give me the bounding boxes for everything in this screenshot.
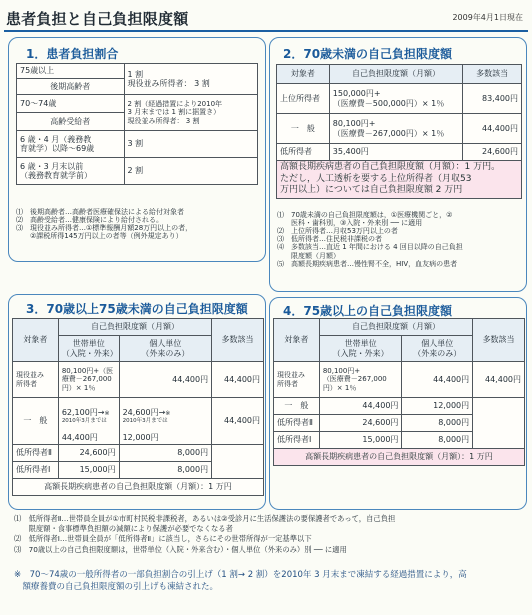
individual-active: 44,400円 [119, 362, 212, 398]
many-upper: 83,400円 [463, 84, 522, 114]
rate-75-plus: 1 割 現役並み所得者： 3 割 [124, 64, 257, 95]
who-low: 低所得者 [277, 144, 330, 161]
many-active: 44,400円 [473, 362, 525, 398]
table-row [274, 432, 525, 449]
section3-title: 3．70歳以上75歳未満の自己負担限度額 [26, 302, 248, 316]
table-row [274, 449, 525, 466]
individual-low1: 8,000円 [402, 432, 473, 449]
household-low2: 24,600円 [319, 415, 402, 432]
age-75-plus: 75歳以上 [17, 64, 125, 79]
col-target: 対象者 [277, 65, 330, 84]
limit-upper: 150,000円+ （医療費－500,000円）× 1％ [329, 84, 462, 114]
bottom-notes: ⑴ 低所得者Ⅱ…世帯員全員が①市町村民税非課税者，あるいは②受診月に生活保護法の要保護者であって，自己負担 限度額・食事標準負担額の減額により保護が必要でなくなる者 ⑵ 低所得者Ⅰ…世帯員全員が「低所得者Ⅱ」に該当し，さらにその世帯所得が一定基準以下 ⑶ 70歳以上の自己負担限度額は，世帯単位（入院・外来含む）・個人単位（外来のみ）別 ── に適用 [14, 514, 396, 554]
who-general: 一 般 [274, 398, 320, 415]
who-active: 現役並み 所得者 [274, 362, 320, 398]
section4-footer: 高額長期疾病患者の自己負担限度額（月額）：1 万円 [274, 449, 525, 466]
col-many: 多数該当 [463, 65, 522, 84]
household-general: 44,400円 [319, 398, 402, 415]
table-row [17, 131, 258, 158]
as-of-date: 2009年4月1日現在 [452, 13, 523, 22]
section3-footer: 高額長期疾病患者の自己負担限度額（月額）：1 万円 [13, 478, 264, 495]
household-general-until: 44,400円 [61, 433, 98, 443]
individual-active: 44,400円 [402, 362, 473, 398]
col-household: 世帯単位 （入院・外来） [58, 336, 119, 362]
individual-low2: 8,000円 [402, 415, 473, 432]
individual-general [119, 398, 212, 445]
col-many: 多数該当 [212, 319, 264, 362]
table-header-row [277, 65, 522, 84]
individual-general-until: 12,000円 [122, 433, 159, 443]
label-koureijukyu: 高齢受給者 [17, 113, 125, 131]
limit-low: 35,400円 [329, 144, 462, 161]
table-row [17, 95, 258, 113]
many-low2-empty [473, 415, 525, 432]
rate-70-74: 2 割（経過措置により2010年 3 月末までは 1 割に据置き） 現役並み所得者： 3 割 [124, 95, 257, 131]
table-row [13, 444, 264, 461]
table-row [13, 461, 264, 478]
star-mark: ※ [165, 410, 171, 418]
section3-table [12, 318, 264, 496]
table-row [277, 114, 522, 144]
who-active: 現役並み 所得者 [13, 362, 59, 398]
individual-general-now: 24,600円→ [122, 408, 166, 418]
table-row [13, 478, 264, 495]
table-row [274, 415, 525, 432]
individual-low1: 8,000円 [119, 461, 212, 478]
col-limit: 自己負担限度額（月額） [329, 65, 462, 84]
household-active: 80,100円+ （医療費－267,000 円）× 1％ [319, 362, 402, 398]
individual-low2: 8,000円 [119, 444, 212, 461]
household-low1: 15,000円 [58, 461, 119, 478]
table-row [17, 64, 258, 79]
page-title: 患者負担と自己負担限度額 [6, 10, 189, 28]
many-general-empty [473, 398, 525, 415]
section2-footer: 高額長期疾病患者の自己負担限度額（月額）：1 万円。 ただし，人工透析を要する上位所得者（月収53 万円以上）については自己負担限度額 2 万円 [277, 161, 522, 199]
rate-6-69: 3 割 [124, 131, 257, 158]
who-low1: 低所得者Ⅰ [13, 461, 59, 478]
section2-title: 2．70歳未満の自己負担限度額 [283, 47, 453, 61]
household-general-now: 62,100円→ [61, 408, 105, 418]
who-general: 一 般 [13, 398, 59, 445]
col-target: 対象者 [274, 319, 320, 362]
table-row [277, 84, 522, 114]
footnote: ※ 70～74歳の一般所得者の一部負担割合の引上げ（1 割→ 2 割）を2010年 3 月末まで凍結する経過措置により，高 額療養費の自己負担限度額の引上げも凍結された。 [14, 570, 467, 593]
age-70-74: 70～74歳 [17, 95, 125, 113]
col-limit: 自己負担限度額（月額） [58, 319, 211, 336]
table-row [274, 398, 525, 415]
table-header-row [274, 319, 525, 336]
many-low: 24,600円 [463, 144, 522, 161]
who-general: 一 般 [277, 114, 330, 144]
table-header-row [13, 319, 264, 336]
col-many: 多数該当 [473, 319, 525, 362]
who-upper: 上位所得者 [277, 84, 330, 114]
label-kouki: 後期高齢者 [17, 79, 125, 95]
many-low1-empty [212, 461, 264, 478]
col-individual: 個人単位 （外来のみ） [402, 336, 473, 362]
individual-general: 12,000円 [402, 398, 473, 415]
section4-title: 4．75歳以上の自己負担限度額 [283, 304, 453, 318]
table-row [13, 398, 264, 445]
transition-note: 2010年3月までは [61, 417, 107, 424]
age-6-69: 6 歳・4 月（義務教 育就学）以降～69歳 [17, 131, 125, 158]
section2-notes: ⑴ 70歳未満の自己負担限度額は，①医療機関ごと，② 医科・歯科別，③入院・外来別 ── に適用 ⑵ 上位所得者…月収53万円以上の者 ⑶ 低所得者…住民税非課税の者 ⑷ 多数該当…直近 1 年間における 4 回目以降の自己負担 限度額（月額） ⑸ 高額長期疾病患者…慢性腎不全，HIV，血友病の患者 [277, 211, 463, 268]
col-individual: 個人単位 （外来のみ） [119, 336, 212, 362]
many-low2-empty [212, 444, 264, 461]
household-general [58, 398, 119, 445]
who-low2: 低所得者Ⅱ [274, 415, 320, 432]
table-row [274, 362, 525, 398]
rate-under-6: 2 割 [124, 158, 257, 185]
title-underline [4, 30, 528, 32]
many-general: 44,400円 [212, 398, 264, 445]
section2-table [276, 64, 522, 199]
section4-table [273, 318, 525, 466]
star-mark: ※ [104, 410, 110, 418]
transition-note: 2010年3月までは [122, 417, 168, 424]
section1-title: 1．患者負担割合 [26, 47, 119, 61]
table-row [277, 144, 522, 161]
col-household: 世帯単位 （入院・外来） [319, 336, 402, 362]
many-active: 44,400円 [212, 362, 264, 398]
many-general: 44,400円 [463, 114, 522, 144]
who-low1: 低所得者Ⅰ [274, 432, 320, 449]
age-under-6: 6 歳・3 月末以前 （義務教育就学前） [17, 158, 125, 185]
table-row [277, 161, 522, 199]
many-low1-empty [473, 432, 525, 449]
table-row [17, 158, 258, 185]
section1-table [16, 63, 258, 185]
col-target: 対象者 [13, 319, 59, 362]
household-low1: 15,000円 [319, 432, 402, 449]
col-limit: 自己負担限度額（月額） [319, 319, 472, 336]
who-low2: 低所得者Ⅱ [13, 444, 59, 461]
table-row [13, 362, 264, 398]
section1-notes: ⑴ 後期高齢者…高齢者医療確保法による給付対象者 ⑵ 高齢受給者…健康保険により給付される。 ⑶ 現役並み所得者…①標準報酬月額28万円以上の者， ②課税所得145万円以上の者等（例外規定あり） [16, 208, 193, 241]
household-low2: 24,600円 [58, 444, 119, 461]
limit-general: 80,100円+ （医療費－267,000円）× 1％ [329, 114, 462, 144]
household-active: 80,100円+（医 療費－267,000 円）× 1％ [58, 362, 119, 398]
